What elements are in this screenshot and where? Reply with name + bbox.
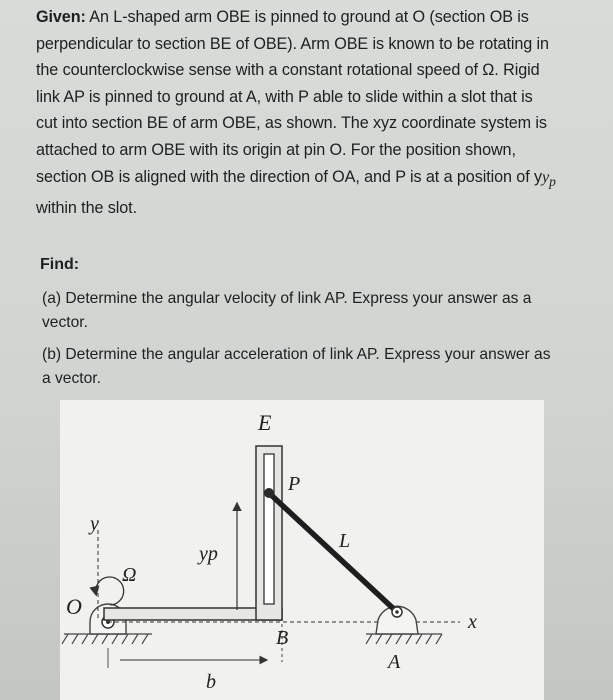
label-yp: yp [199, 543, 218, 565]
given-label: Given: [36, 8, 86, 26]
question-part-a: (a) Determine the angular velocity of link AP. Express your answer as a vector. [42, 290, 532, 331]
slot [264, 454, 274, 604]
label-y: y [90, 513, 99, 535]
given-paragraph [36, 4, 556, 222]
label-x: x [468, 611, 477, 633]
label-b-dimension: b [206, 671, 216, 693]
slider-pin-p [264, 488, 274, 498]
pin-a-center [395, 610, 399, 614]
mechanism-diagram [60, 400, 544, 700]
label-a: A [388, 651, 401, 673]
label-p: P [288, 473, 301, 495]
rotation-arrow [96, 577, 124, 605]
mechanism-figure [60, 400, 544, 700]
given-text-after: within the slot. [36, 199, 137, 218]
label-l: L [339, 530, 351, 552]
yp-variable-y: y [542, 167, 550, 186]
label-b-point: B [276, 627, 289, 649]
find-heading: Find: [40, 256, 80, 273]
label-o: O [66, 594, 82, 619]
label-omega: Ω [122, 564, 137, 586]
ground-hatch-a [366, 634, 442, 644]
yp-subscript: p [549, 173, 556, 189]
question-part-b: (b) Determine the angular acceleration of link AP. Express your answer as a vector. [42, 346, 551, 387]
label-e: E [258, 410, 272, 435]
ground-hatch-o [62, 634, 152, 644]
link-ap [269, 493, 397, 612]
given-text: An L-shaped arm OBE is pinned to ground at O (section OB is perpendicular to section BE of OBE). Arm OBE is known to be rotating in the counterclockwise sense with a constant rotational speed of Ω. Rigid link AP is pinned to ground at A, with P able to slide within a slot that is cut into section BE of arm OBE, as shown. The xyz coordinate system is attached to arm OBE with its origin at pin O. For the position shown, section OB is aligned with the direction of OA, and P is at a position of y [36, 8, 549, 186]
